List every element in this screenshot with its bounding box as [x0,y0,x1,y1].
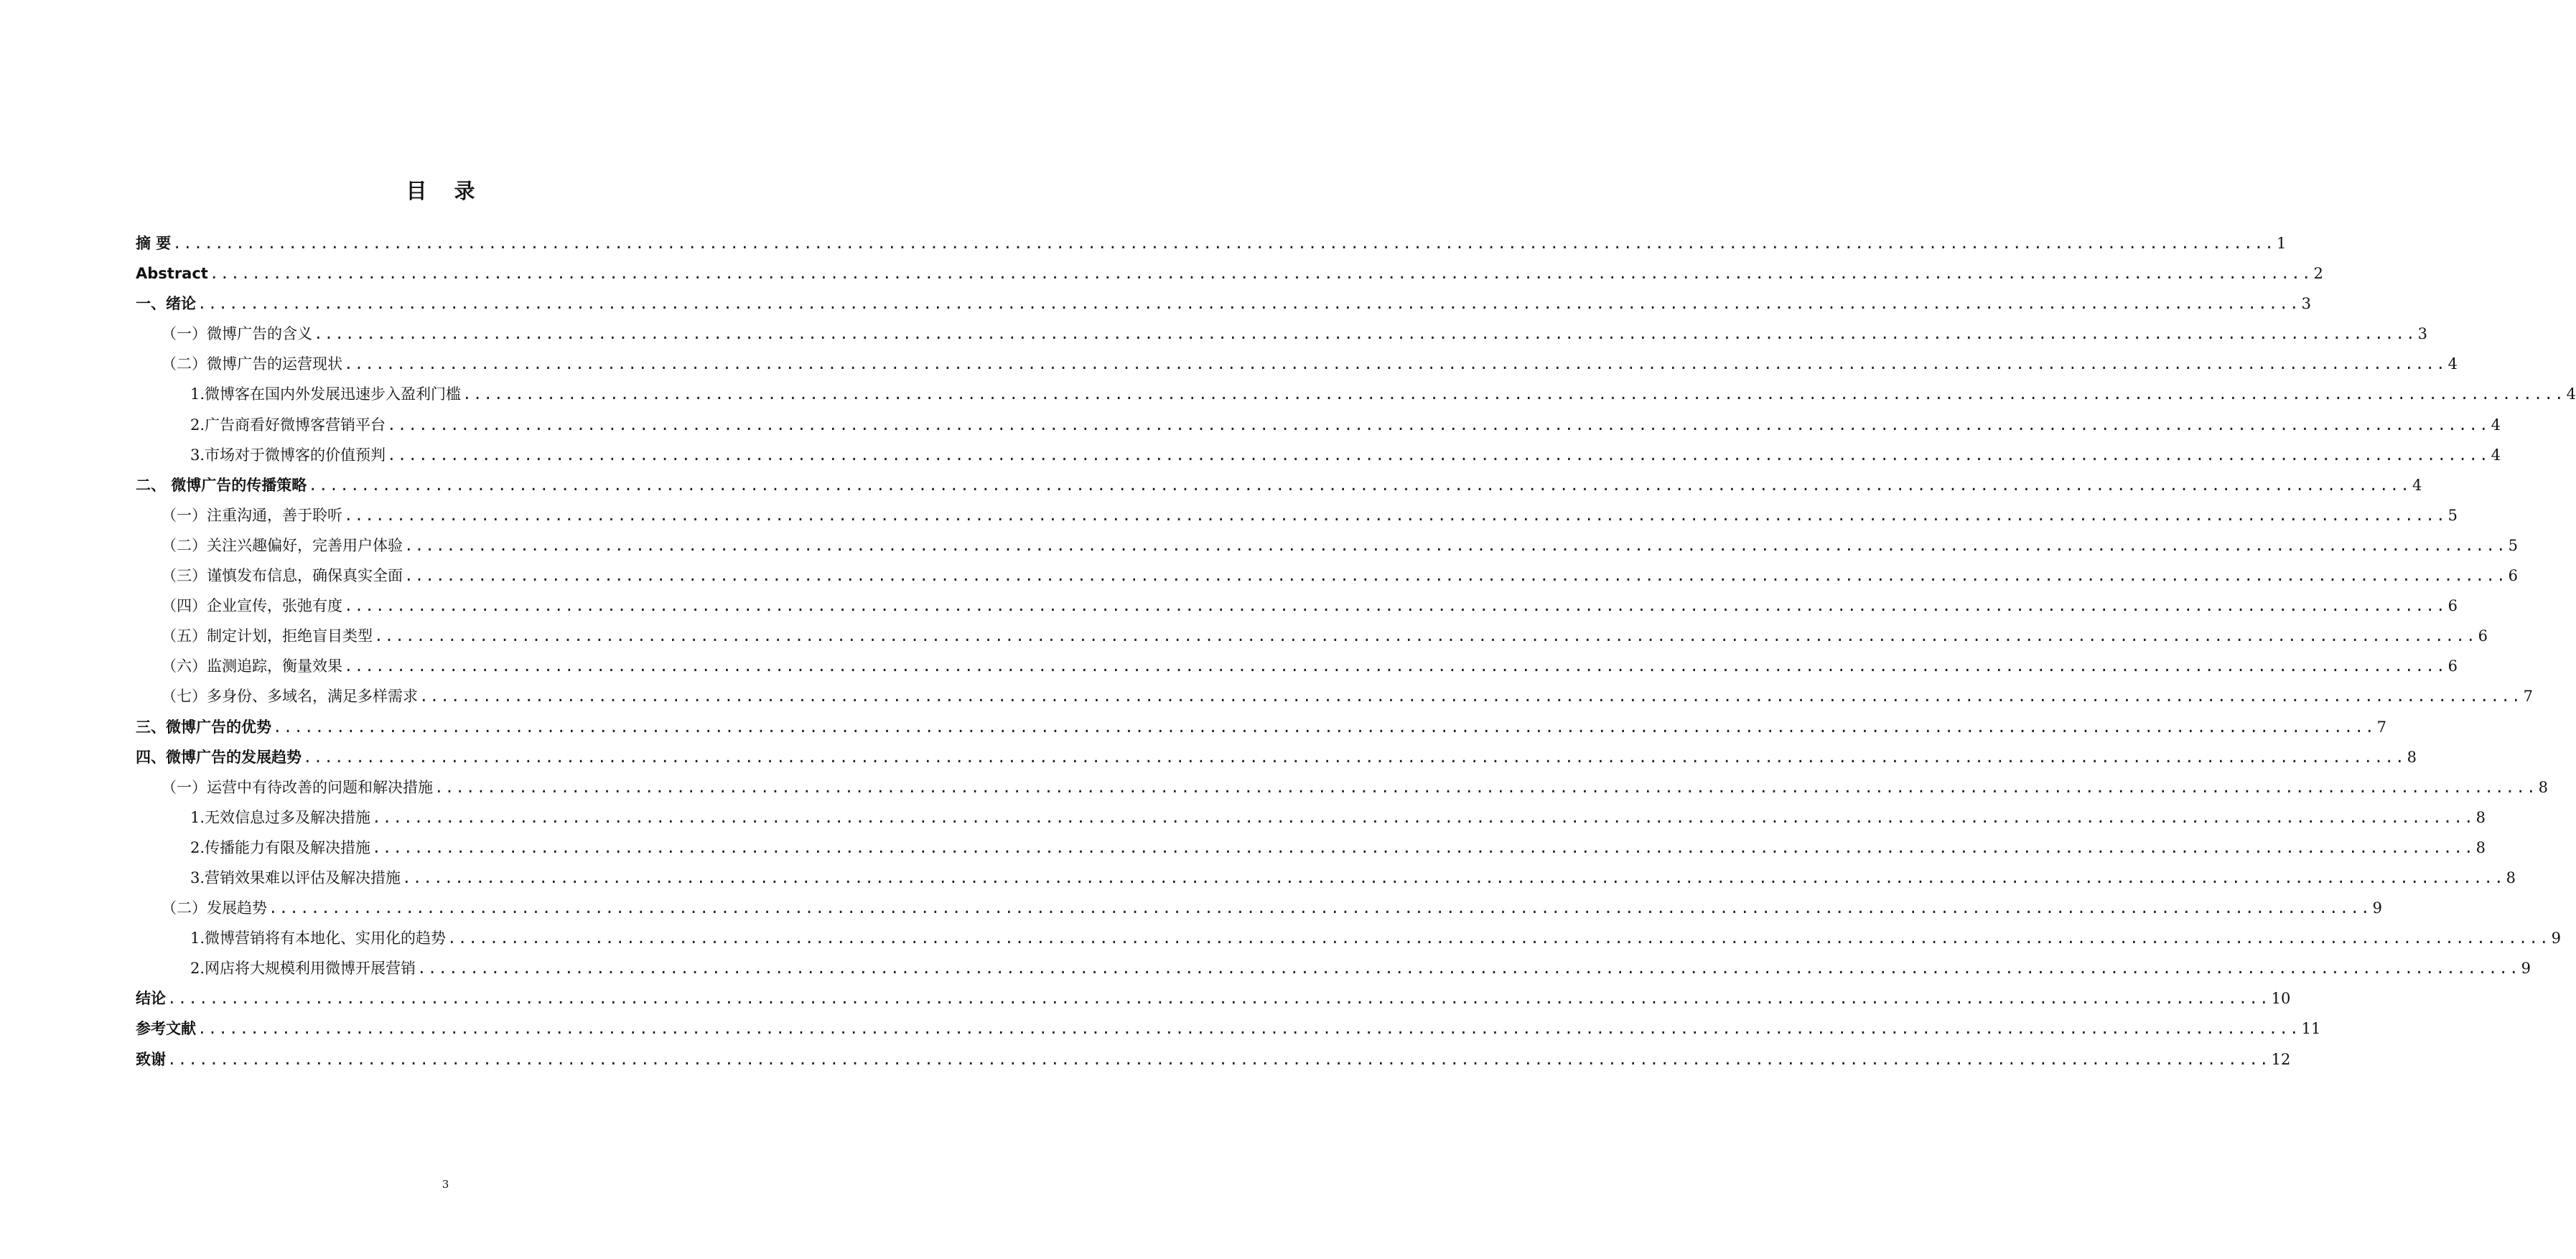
toc-entry[interactable] [136,319,2427,349]
toc-entry-page: 9 [2551,930,2562,947]
toc-entry[interactable] [136,953,2531,983]
toc-entry[interactable] [136,591,2458,621]
toc-entry[interactable] [136,712,2386,742]
toc-entry[interactable] [136,258,2323,289]
toc-entry[interactable] [136,410,2501,440]
toc-entry-page: 6 [2478,627,2488,645]
toc-entry[interactable] [136,530,2518,561]
toc-entry-page: 8 [2506,869,2516,886]
dot-leader: ........................................................................................................................................................................................................ [387,416,2490,434]
toc-entry-label: （二）关注兴趣偏好，完善用户体验 [162,536,403,554]
dot-leader: ........................................................................................................................................................................................................ [344,355,2447,373]
dot-leader: ........................................................................................................................................................................................................ [419,688,2522,706]
toc-entry-label: （五）制定计划，拒绝盲目类型 [162,627,373,645]
dot-leader: ........................................................................................................................................................................................................ [417,960,2520,978]
toc-entry-page: 4 [2447,355,2458,373]
dot-leader: ........................................................................................................................................................................................................ [314,325,2417,343]
toc-entry[interactable] [136,379,2576,409]
toc-entry-page: 3 [2417,325,2427,343]
toc-entry-page: 11 [2301,1020,2321,1038]
table-of-contents [136,228,2576,1075]
toc-entry-label: （六）监测追踪，衡量效果 [162,657,342,675]
toc-entry-page: 9 [2372,899,2382,917]
dot-leader: ........................................................................................................................................................................................................ [404,567,2507,585]
toc-entry-label: 3.营销效果难以评估及解决措施 [190,869,401,886]
toc-entry-label: 2.广告商看好微博客营销平台 [190,416,386,434]
toc-entry-page: 4 [2491,446,2501,464]
toc-entry[interactable] [136,470,2422,500]
dot-leader: ........................................................................................................................................................................................................ [273,718,2376,736]
toc-entry-page: 6 [2508,567,2518,585]
toc-entry-page: 5 [2447,506,2458,524]
toc-entry-page: 8 [2407,748,2417,766]
toc-entry-page: 8 [2475,838,2486,856]
toc-entry-label: 3.市场对于微博客的价值预判 [190,446,386,464]
toc-entry[interactable] [136,893,2382,923]
dot-leader: ........................................................................................................................................................................................................ [344,597,2447,615]
dot-leader: ........................................................................................................................................................................................................ [197,1020,2300,1038]
toc-entry[interactable] [136,772,2548,802]
toc-entry[interactable] [136,923,2562,953]
dot-leader: ........................................................................................................................................................................................................ [269,899,2371,917]
toc-entry-label: （二）发展趋势 [162,899,267,917]
toc-entry[interactable] [136,561,2518,591]
toc-entry-page: 4 [2491,416,2501,434]
toc-entry-page: 6 [2447,657,2458,675]
toc-entry-page: 7 [2376,718,2386,736]
dot-leader: ........................................................................................................................................................................................................ [447,930,2550,947]
toc-entry[interactable] [136,228,2287,258]
toc-entry[interactable] [136,742,2417,772]
toc-entry[interactable] [136,833,2486,863]
dot-leader: ........................................................................................................................................................................................................ [308,476,2411,494]
dot-leader: ........................................................................................................................................................................................................ [372,808,2475,826]
toc-entry-label: （三）谨慎发布信息，确保真实全面 [162,567,403,585]
dot-leader: ........................................................................................................................................................................................................ [372,838,2475,856]
dot-leader: ........................................................................................................................................................................................................ [374,627,2477,645]
toc-entry[interactable] [136,349,2458,379]
toc-entry-label: 结论 [136,990,166,1008]
toc-entry[interactable] [136,621,2488,651]
toc-entry-page: 10 [2271,990,2291,1008]
toc-entry-label: 一、绪论 [136,295,196,313]
dot-leader: ........................................................................................................................................................................................................ [402,869,2505,886]
toc-entry-label: Abstract [136,265,208,283]
toc-entry[interactable] [136,440,2501,470]
toc-entry[interactable] [136,1044,2291,1075]
toc-entry-label: 2.网店将大规模利用微博开展营销 [190,960,416,978]
toc-entry[interactable] [136,681,2533,711]
toc-entry[interactable] [136,863,2516,893]
toc-entry[interactable] [136,500,2458,530]
toc-entry[interactable] [136,651,2458,681]
toc-entry-page: 3 [2301,295,2311,313]
toc-entry-label: （一）注重沟通，善于聆听 [162,506,342,524]
toc-entry-label: 1.微博营销将有本地化、实用化的趋势 [190,930,447,947]
toc-entry-label: 摘 要 [136,235,172,252]
dot-leader: ........................................................................................................................................................................................................ [434,778,2537,796]
toc-entry[interactable] [136,1014,2321,1044]
toc-entry-page: 2 [2313,265,2323,283]
toc-entry-page: 5 [2508,536,2518,554]
toc-entry-label: （一）微博广告的含义 [162,325,312,343]
toc-entry-label: （一）运营中有待改善的问题和解决措施 [162,778,433,796]
toc-entry-page: 4 [2566,385,2576,403]
toc-entry-label: （七）多身份、多域名，满足多样需求 [162,688,418,706]
toc-entry-page: 8 [2475,808,2486,826]
toc-entry-label: 二、 微博广告的传播策略 [136,476,307,494]
toc-entry-label: （四）企业宣传，张弛有度 [162,597,342,615]
dot-leader: ........................................................................................................................................................................................................ [209,265,2313,283]
dot-leader: ........................................................................................................................................................................................................ [197,295,2300,313]
toc-entry-page: 1 [2276,235,2287,252]
toc-entry-label: 三、微博广告的优势 [136,718,271,736]
dot-leader: ........................................................................................................................................................................................................ [167,990,2270,1008]
dot-leader: ........................................................................................................................................................................................................ [303,748,2406,766]
toc-entry-label: 2.传播能力有限及解决措施 [190,838,371,856]
toc-entry[interactable] [136,289,2311,319]
dot-leader: ........................................................................................................................................................................................................ [167,1050,2270,1068]
toc-entry[interactable] [136,983,2291,1014]
toc-entry-page: 4 [2412,476,2422,494]
dot-leader: ........................................................................................................................................................................................................ [172,235,2275,252]
dot-leader: ........................................................................................................................................................................................................ [404,536,2507,554]
toc-entry-label: 四、微博广告的发展趋势 [136,748,302,766]
dot-leader: ........................................................................................................................................................................................................ [387,446,2490,464]
toc-title: 目 录 [406,179,485,203]
toc-entry-label: 致谢 [136,1050,166,1068]
toc-entry-label: 参考文献 [136,1020,196,1038]
toc-entry-page: 9 [2521,960,2531,978]
toc-entry-page: 6 [2447,597,2458,615]
toc-entry-label: （二）微博广告的运营现状 [162,355,342,373]
dot-leader: ........................................................................................................................................................................................................ [344,506,2447,524]
dot-leader: ........................................................................................................................................................................................................ [344,657,2447,675]
dot-leader: ........................................................................................................................................................................................................ [462,385,2565,403]
toc-entry-page: 8 [2538,778,2548,796]
toc-entry-page: 12 [2271,1050,2291,1068]
toc-entry-label: 1.无效信息过多及解决措施 [190,808,371,826]
page-number: 3 [442,1178,449,1191]
toc-entry-page: 7 [2523,688,2533,706]
toc-entry[interactable] [136,802,2486,833]
toc-entry-label: 1.微博客在国内外发展迅速步入盈利门槛 [190,385,462,403]
